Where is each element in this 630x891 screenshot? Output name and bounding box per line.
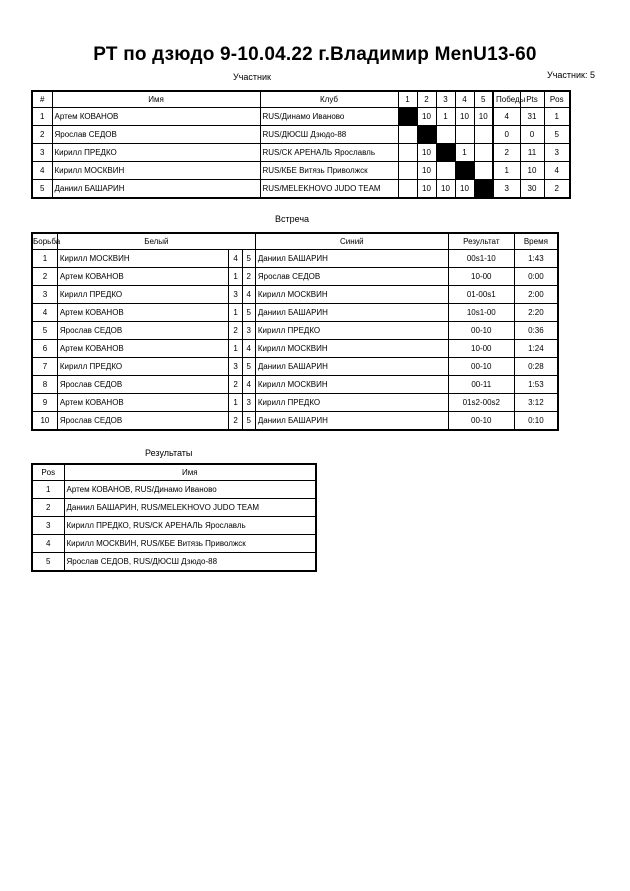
bout-num: 9 [32, 394, 57, 412]
self-cell [455, 162, 474, 180]
bout-result: 00-10 [448, 358, 514, 376]
wins-cell: 2 [493, 144, 520, 162]
score-cell: 1 [455, 144, 474, 162]
score-cell [474, 126, 493, 144]
self-cell [436, 144, 455, 162]
score-cell [398, 144, 417, 162]
score-cell: 10 [417, 162, 436, 180]
blue-athlete: Кирилл ПРЕДКО [255, 322, 448, 340]
white-athlete: Ярослав СЕДОВ [57, 376, 229, 394]
bout-num: 6 [32, 340, 57, 358]
participant-num: 2 [32, 126, 52, 144]
bout-result: 00-11 [448, 376, 514, 394]
table-row [32, 553, 316, 572]
pts-cell: 11 [520, 144, 544, 162]
table-row [32, 126, 570, 144]
participant-club: RUS/СК АРЕНАЛЬ Ярославль [260, 144, 398, 162]
white-num: 1 [229, 304, 242, 322]
bout-result: 10-00 [448, 268, 514, 286]
score-cell: 1 [436, 108, 455, 126]
pos-cell: 1 [544, 108, 570, 126]
table-row [32, 250, 558, 268]
blue-athlete: Кирилл МОСКВИН [255, 340, 448, 358]
table-row [32, 322, 558, 340]
white-athlete: Кирилл ПРЕДКО [57, 286, 229, 304]
col-header-score-4: 4 [455, 91, 474, 108]
participant-name: Ярослав СЕДОВ [52, 126, 260, 144]
col-header-result: Результат [448, 233, 514, 250]
bout-num: 5 [32, 322, 57, 340]
blue-athlete: Даниил БАШАРИН [255, 250, 448, 268]
score-cell [436, 126, 455, 144]
col-header-pos: Pos [544, 91, 570, 108]
col-header-score-5: 5 [474, 91, 493, 108]
table-row [32, 412, 558, 431]
col-header-time: Время [514, 233, 558, 250]
white-athlete: Ярослав СЕДОВ [57, 322, 229, 340]
white-athlete: Кирилл ПРЕДКО [57, 358, 229, 376]
result-name: Даниил БАШАРИН, RUS/MELEKHOVO JUDO TEAM [64, 499, 316, 517]
white-athlete: Артем КОВАНОВ [57, 340, 229, 358]
blue-num: 4 [242, 286, 255, 304]
col-header-club: Клуб [260, 91, 398, 108]
result-name: Ярослав СЕДОВ, RUS/ДЮСШ Дзюдо-88 [64, 553, 316, 572]
score-cell: 10 [474, 108, 493, 126]
pos-cell: 3 [544, 144, 570, 162]
self-cell [398, 108, 417, 126]
bout-time: 2:00 [514, 286, 558, 304]
blue-athlete: Кирилл ПРЕДКО [255, 394, 448, 412]
col-header-score-3: 3 [436, 91, 455, 108]
result-pos: 5 [32, 553, 64, 572]
score-cell: 10 [436, 180, 455, 199]
table-row [32, 180, 570, 199]
blue-athlete: Даниил БАШАРИН [255, 304, 448, 322]
bout-result: 00-10 [448, 322, 514, 340]
white-num: 2 [229, 376, 242, 394]
participant-club: RUS/КБЕ Витязь Приволжск [260, 162, 398, 180]
blue-num: 4 [242, 376, 255, 394]
white-num: 3 [229, 358, 242, 376]
blue-num: 5 [242, 304, 255, 322]
bout-result: 01s2-00s2 [448, 394, 514, 412]
table-row [32, 162, 570, 180]
col-header-pts: Pts [520, 91, 544, 108]
matches-header-row [32, 233, 558, 250]
self-cell [474, 180, 493, 199]
score-cell: 10 [417, 180, 436, 199]
blue-num: 3 [242, 322, 255, 340]
score-cell [474, 144, 493, 162]
score-cell [398, 180, 417, 199]
bout-result: 10s1-00 [448, 304, 514, 322]
blue-num: 5 [242, 358, 255, 376]
score-cell: 10 [455, 180, 474, 199]
score-cell [474, 162, 493, 180]
col-header-white: Белый [57, 233, 255, 250]
table-row [32, 286, 558, 304]
score-cell: 10 [455, 108, 474, 126]
blue-num: 2 [242, 268, 255, 286]
result-pos: 1 [32, 481, 64, 499]
blue-athlete: Ярослав СЕДОВ [255, 268, 448, 286]
wins-cell: 1 [493, 162, 520, 180]
blue-athlete: Даниил БАШАРИН [255, 412, 448, 431]
white-num: 2 [229, 322, 242, 340]
score-cell [455, 126, 474, 144]
result-name: Кирилл МОСКВИН, RUS/КБЕ Витязь Приволжск [64, 535, 316, 553]
blue-athlete: Даниил БАШАРИН [255, 358, 448, 376]
wins-cell: 0 [493, 126, 520, 144]
participant-name: Кирилл МОСКВИН [52, 162, 260, 180]
score-cell: 10 [417, 108, 436, 126]
white-num: 1 [229, 268, 242, 286]
table-row [32, 144, 570, 162]
table-row [32, 499, 316, 517]
bout-time: 3:12 [514, 394, 558, 412]
col-header-name: Имя [52, 91, 260, 108]
bout-result: 01-00s1 [448, 286, 514, 304]
blue-athlete: Кирилл МОСКВИН [255, 286, 448, 304]
matches-caption: Встреча [275, 214, 310, 224]
bout-num: 10 [32, 412, 57, 431]
blue-num: 5 [242, 250, 255, 268]
table-row [32, 340, 558, 358]
participant-name: Артем КОВАНОВ [52, 108, 260, 126]
result-pos: 2 [32, 499, 64, 517]
result-pos: 4 [32, 535, 64, 553]
pos-cell: 2 [544, 180, 570, 199]
participants-caption: Участник [233, 72, 271, 82]
matches-table [31, 232, 559, 431]
blue-num: 5 [242, 412, 255, 431]
white-athlete: Кирилл МОСКВИН [57, 250, 229, 268]
results-header-row [32, 464, 316, 481]
bout-num: 8 [32, 376, 57, 394]
result-pos: 3 [32, 517, 64, 535]
results-table [31, 463, 317, 572]
wins-cell: 4 [493, 108, 520, 126]
table-row [32, 358, 558, 376]
pos-cell: 5 [544, 126, 570, 144]
table-row [32, 535, 316, 553]
results-caption: Результаты [145, 448, 193, 458]
participant-num: 5 [32, 180, 52, 199]
pts-cell: 10 [520, 162, 544, 180]
participants-table [31, 90, 571, 199]
col-header-pos: Pos [32, 464, 64, 481]
bout-time: 0:10 [514, 412, 558, 431]
white-athlete: Ярослав СЕДОВ [57, 412, 229, 431]
white-athlete: Артем КОВАНОВ [57, 304, 229, 322]
self-cell [417, 126, 436, 144]
table-row [32, 268, 558, 286]
participants-header-row [32, 91, 570, 108]
table-row [32, 304, 558, 322]
table-row [32, 394, 558, 412]
bout-num: 7 [32, 358, 57, 376]
pos-cell: 4 [544, 162, 570, 180]
col-header-score-1: 1 [398, 91, 417, 108]
bout-num: 4 [32, 304, 57, 322]
participant-club: RUS/MELEKHOVO JUDO TEAM [260, 180, 398, 199]
page-title: РТ по дзюдо 9-10.04.22 г.Владимир MenU13-60 [93, 44, 537, 65]
participant-num: 4 [32, 162, 52, 180]
bout-time: 1:24 [514, 340, 558, 358]
result-name: Кирилл ПРЕДКО, RUS/СК АРЕНАЛЬ Ярославль [64, 517, 316, 535]
bout-result: 00-10 [448, 412, 514, 431]
participants-count: Участник: 5 [547, 70, 595, 80]
participant-club: RUS/Динамо Иваново [260, 108, 398, 126]
bout-time: 0:00 [514, 268, 558, 286]
blue-num: 3 [242, 394, 255, 412]
white-athlete: Артем КОВАНОВ [57, 394, 229, 412]
participant-name: Даниил БАШАРИН [52, 180, 260, 199]
participant-club: RUS/ДЮСШ Дзюдо-88 [260, 126, 398, 144]
white-num: 3 [229, 286, 242, 304]
bout-result: 10-00 [448, 340, 514, 358]
blue-athlete: Кирилл МОСКВИН [255, 376, 448, 394]
col-header-wins: Победы [493, 91, 520, 108]
col-header-blue: Синий [255, 233, 448, 250]
score-cell [398, 126, 417, 144]
table-row [32, 481, 316, 499]
bout-time: 2:20 [514, 304, 558, 322]
bout-num: 1 [32, 250, 57, 268]
bout-time: 0:36 [514, 322, 558, 340]
pts-cell: 31 [520, 108, 544, 126]
bout-result: 00s1-10 [448, 250, 514, 268]
white-num: 4 [229, 250, 242, 268]
participant-num: 3 [32, 144, 52, 162]
col-header-name: Имя [64, 464, 316, 481]
score-cell [398, 162, 417, 180]
bout-num: 2 [32, 268, 57, 286]
participant-num: 1 [32, 108, 52, 126]
participant-name: Кирилл ПРЕДКО [52, 144, 260, 162]
col-header-bout: Борьба [32, 233, 57, 250]
result-name: Артем КОВАНОВ, RUS/Динамо Иваново [64, 481, 316, 499]
score-cell: 10 [417, 144, 436, 162]
pts-cell: 30 [520, 180, 544, 199]
bout-num: 3 [32, 286, 57, 304]
pts-cell: 0 [520, 126, 544, 144]
wins-cell: 3 [493, 180, 520, 199]
white-num: 1 [229, 340, 242, 358]
table-row [32, 517, 316, 535]
white-athlete: Артем КОВАНОВ [57, 268, 229, 286]
score-cell [436, 162, 455, 180]
table-row [32, 376, 558, 394]
bout-time: 0:28 [514, 358, 558, 376]
white-num: 1 [229, 394, 242, 412]
blue-num: 4 [242, 340, 255, 358]
white-num: 2 [229, 412, 242, 431]
table-row [32, 108, 570, 126]
col-header-num: # [32, 91, 52, 108]
bout-time: 1:43 [514, 250, 558, 268]
bout-time: 1:53 [514, 376, 558, 394]
col-header-score-2: 2 [417, 91, 436, 108]
